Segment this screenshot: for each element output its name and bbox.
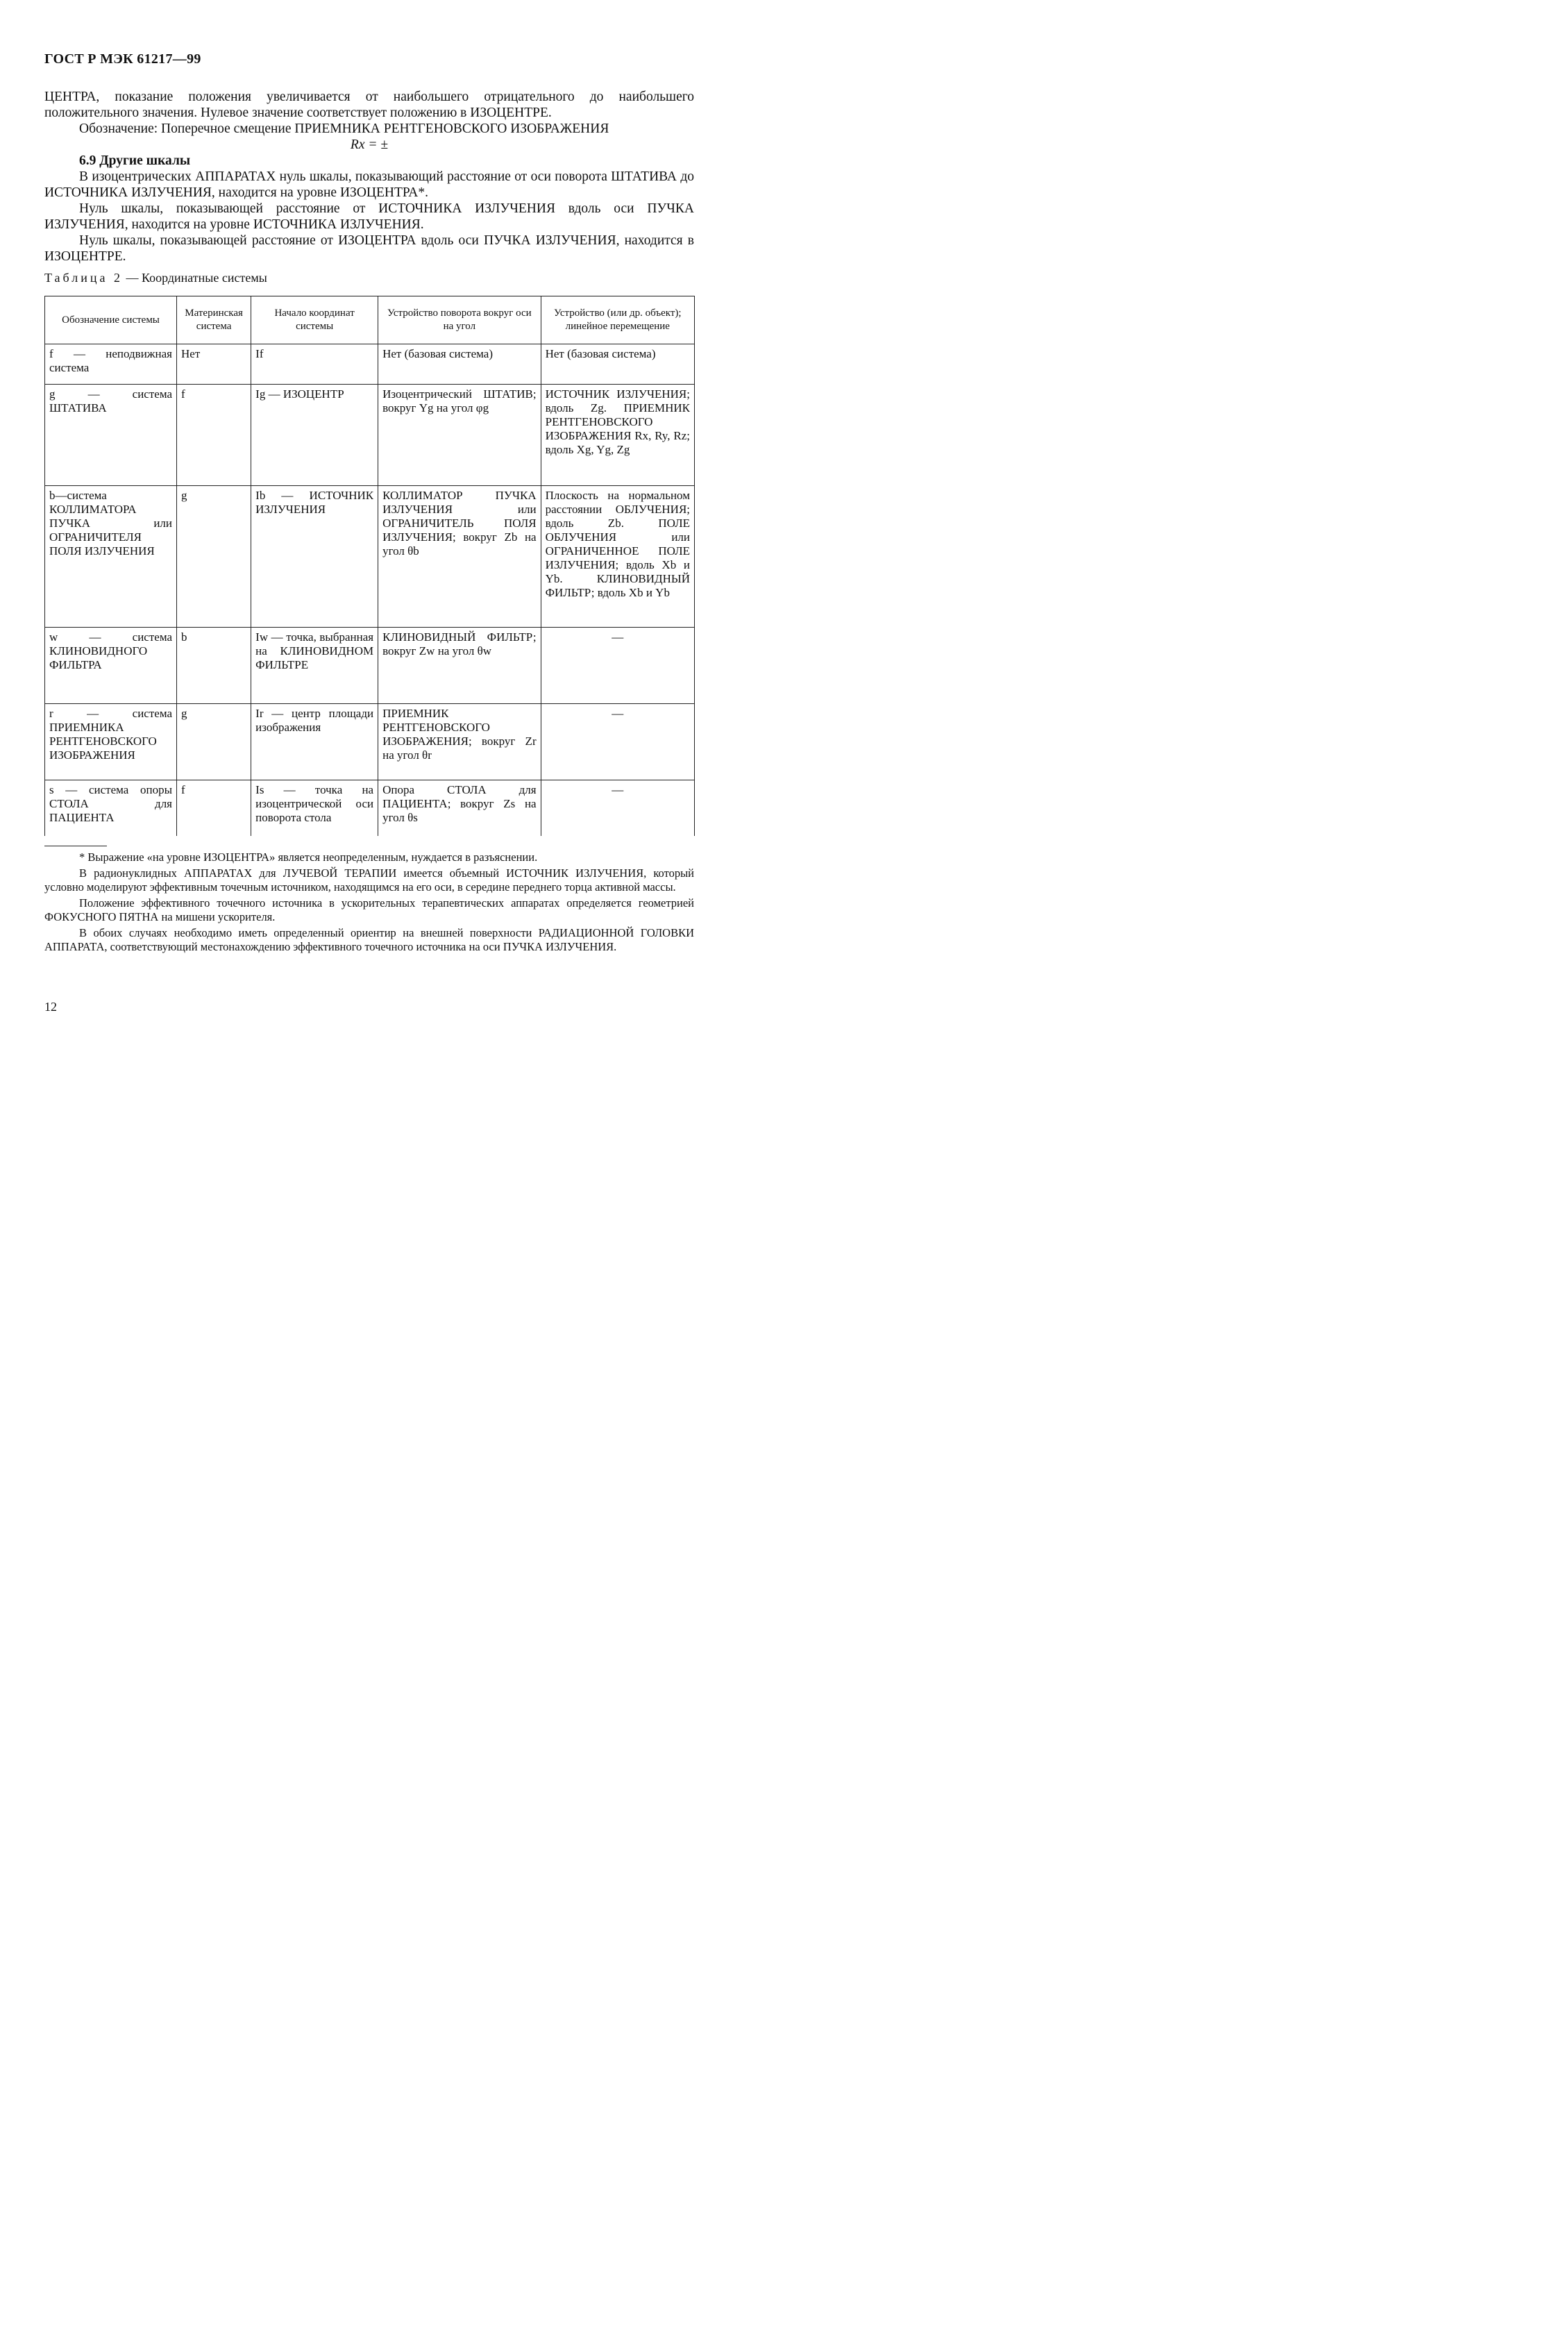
paragraph: Нуль шкалы, показывающей расстояние от ИСТОЧНИКА ИЗЛУЧЕНИЯ вдоль оси ПУЧКА ИЗЛУЧЕНИЯ, находится на уровне ИСТОЧНИКА ИЗЛУЧЕНИЯ. — [44, 201, 694, 232]
table-caption-prefix: Таблица 2 — [44, 271, 123, 285]
table-row — [45, 780, 695, 836]
document-header: ГОСТ Р МЭК 61217—99 — [44, 51, 201, 67]
cell-parent: f — [177, 385, 251, 486]
cell-designation: g — система ШТАТИВА — [45, 385, 177, 486]
cell-linear: Плоскость на нормальном расстоянии ОБЛУЧЕНИЯ; вдоль Zb. ПОЛЕ ОБЛУЧЕНИЯ или ОГРАНИЧЕННОЕ ПОЛЕ ИЗЛУЧЕНИЯ; вдоль Xb и Yb. КЛИНОВИДНЫЙ ФИЛЬТР; вдоль Xb и Yb — [541, 486, 694, 628]
cell-parent: Нет — [177, 344, 251, 385]
cell-parent: g — [177, 486, 251, 628]
cell-linear: — — [541, 628, 694, 704]
cell-designation: f — неподвижная система — [45, 344, 177, 385]
footnotes — [44, 846, 694, 956]
column-header: Обозначение системы — [45, 296, 177, 344]
paragraph: Нуль шкалы, показывающей расстояние от ИЗОЦЕНТРА вдоль оси ПУЧКА ИЗЛУЧЕНИЯ, находится в ИЗОЦЕНТРЕ. — [44, 233, 694, 264]
footnote: В обоих случаях необходимо иметь определенный ориентир на внешней поверхности РАДИАЦИОННОЙ ГОЛОВКИ АППАРАТА, соответствующий местонахождению эффективного точечного источника на оси ПУЧКА ИЗЛУЧЕНИЯ. — [44, 926, 694, 953]
formula: Rx = ± — [350, 137, 389, 152]
table-row — [45, 628, 695, 704]
paragraph: ЦЕНТРА, показание положения увеличивается от наибольшего отрицательного до наибольшего положительного значения. Нулевое значение соответствует положению в ИЗОЦЕНТРЕ. — [44, 90, 694, 120]
table-row — [45, 704, 695, 780]
section-title: 6.9 Другие шкалы — [79, 153, 191, 168]
cell-rotation: КЛИНОВИДНЫЙ ФИЛЬТР; вокруг Zw на угол θw — [378, 628, 541, 704]
cell-origin: Ib — ИСТОЧНИК ИЗЛУЧЕНИЯ — [251, 486, 378, 628]
column-header: Устройство (или др. объект); линейное перемещение — [541, 296, 694, 344]
cell-origin: Is — точка на изоцентрической оси поворота стола — [251, 780, 378, 836]
footnote: В радионуклидных АППАРАТАХ для ЛУЧЕВОЙ ТЕРАПИИ имеется объемный ИСТОЧНИК ИЗЛУЧЕНИЯ, который условно моделируют эффективным точечным источником, находящимся на его оси, в середине переднего торца активной массы. — [44, 866, 694, 894]
cell-linear: — — [541, 780, 694, 836]
cell-origin: Ir — центр площади изображения — [251, 704, 378, 780]
column-header: Устройство поворота вокруг оси на угол — [378, 296, 541, 344]
cell-origin: If — [251, 344, 378, 385]
table-header-row — [45, 296, 695, 344]
cell-linear: Нет (базовая система) — [541, 344, 694, 385]
table-caption — [44, 271, 267, 285]
cell-rotation: КОЛЛИМАТОР ПУЧКА ИЗЛУЧЕНИЯ или ОГРАНИЧИТЕЛЬ ПОЛЯ ИЗЛУЧЕНИЯ; вокруг Zb на угол θb — [378, 486, 541, 628]
cell-rotation: Изоцентрический ШТАТИВ; вокруг Yg на угол φg — [378, 385, 541, 486]
cell-linear: ИСТОЧНИК ИЗЛУЧЕНИЯ; вдоль Zg. ПРИЕМНИК РЕНТГЕНОВСКОГО ИЗОБРАЖЕНИЯ Rx, Ry, Rz; вдоль Xg, Yg, Zg — [541, 385, 694, 486]
paragraph: В изоцентрических АППАРАТАХ нуль шкалы, показывающий расстояние от оси поворота ШТАТИВА до ИСТОЧНИКА ИЗЛУЧЕНИЯ, находится на уровне ИЗОЦЕНТРА*. — [44, 169, 694, 200]
paragraph: Обозначение: Поперечное смещение ПРИЕМНИКА РЕНТГЕНОВСКОГО ИЗОБРАЖЕНИЯ — [79, 122, 609, 136]
column-header: Начало координат системы — [251, 296, 378, 344]
cell-rotation: ПРИЕМНИК РЕНТГЕНОВСКОГО ИЗОБРАЖЕНИЯ; вокруг Zr на угол θr — [378, 704, 541, 780]
cell-parent: g — [177, 704, 251, 780]
cell-origin: Ig — ИЗОЦЕНТР — [251, 385, 378, 486]
column-header: Материнская система — [177, 296, 251, 344]
cell-rotation: Нет (базовая система) — [378, 344, 541, 385]
cell-parent: b — [177, 628, 251, 704]
cell-parent: f — [177, 780, 251, 836]
cell-designation: w — система КЛИНОВИДНОГО ФИЛЬТРА — [45, 628, 177, 704]
table-row — [45, 385, 695, 486]
footnote: * Выражение «на уровне ИЗОЦЕНТРА» является неопределенным, нуждается в разъяснении. — [79, 851, 538, 864]
table-caption-text: — Координатные системы — [122, 271, 267, 285]
cell-designation: s — система опоры СТОЛА для ПАЦИЕНТА — [45, 780, 177, 836]
cell-designation: r — система ПРИЕМНИКА РЕНТГЕНОВСКОГО ИЗОБРАЖЕНИЯ — [45, 704, 177, 780]
table-row — [45, 486, 695, 628]
cell-origin: Iw — точка, выбранная на КЛИНОВИДНОМ ФИЛЬТРЕ — [251, 628, 378, 704]
body-text — [44, 89, 694, 265]
coordinate-systems-table — [44, 296, 695, 836]
cell-linear: — — [541, 704, 694, 780]
cell-rotation: Опора СТОЛА для ПАЦИЕНТА; вокруг Zs на угол θs — [378, 780, 541, 836]
page-number: 12 — [44, 1000, 57, 1014]
cell-designation: b—система КОЛЛИМАТОРА ПУЧКА или ОГРАНИЧИТЕЛЯ ПОЛЯ ИЗЛУЧЕНИЯ — [45, 486, 177, 628]
table-row — [45, 344, 695, 385]
footnote: Положение эффективного точечного источника в ускорительных терапевтических аппаратах определяется геометрией ФОКУСНОГО ПЯТНА на мишени ускорителя. — [44, 896, 694, 923]
